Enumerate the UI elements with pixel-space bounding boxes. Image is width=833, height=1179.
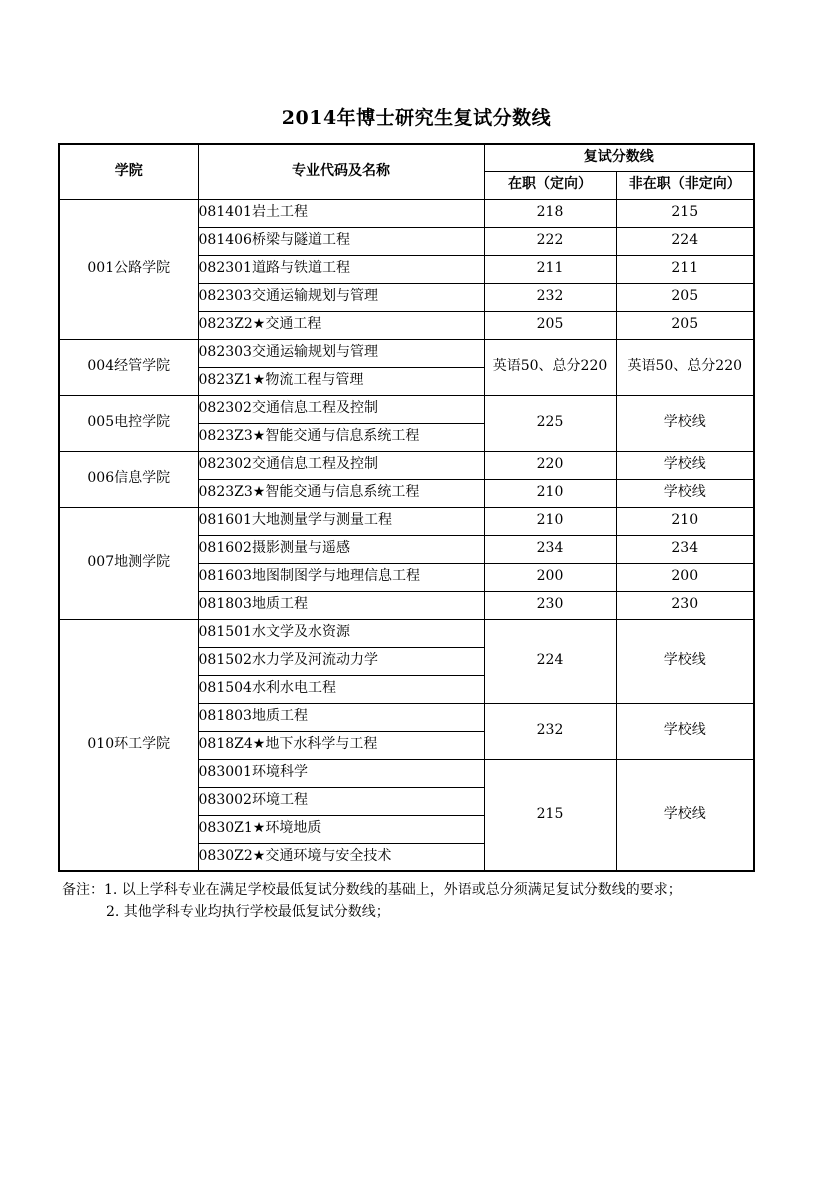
- table-row: [59, 199, 754, 227]
- major-cell: 082302交通信息工程及控制: [198, 451, 484, 479]
- onjob-score: 224: [484, 619, 616, 703]
- onjob-score: 222: [484, 227, 616, 255]
- onjob-score: 234: [484, 535, 616, 563]
- offjob-score: 学校线: [616, 703, 754, 759]
- offjob-score: 224: [616, 227, 754, 255]
- note-2: 2. 其他学科专业均执行学校最低复试分数线；: [106, 904, 390, 920]
- header-offjob: 非在职（非定向）: [616, 171, 754, 199]
- header-major: 专业代码及名称: [198, 144, 484, 199]
- onjob-score: 218: [484, 199, 616, 227]
- onjob-score: 230: [484, 591, 616, 619]
- onjob-score: 205: [484, 311, 616, 339]
- onjob-score: 210: [484, 507, 616, 535]
- major-cell: 0823Z3★智能交通与信息系统工程: [198, 479, 484, 507]
- major-cell: 081501水文学及水资源: [198, 619, 484, 647]
- offjob-score: 学校线: [616, 619, 754, 703]
- college-cell: 004经管学院: [59, 339, 198, 395]
- offjob-score: 200: [616, 563, 754, 591]
- table-row: [59, 619, 754, 647]
- major-cell: 0818Z4★地下水科学与工程: [198, 731, 484, 759]
- major-cell: 081504水利水电工程: [198, 675, 484, 703]
- header-college: 学院: [59, 144, 198, 199]
- score-table: [58, 143, 755, 872]
- offjob-score: 学校线: [616, 479, 754, 507]
- offjob-score: 210: [616, 507, 754, 535]
- major-cell: 083002环境工程: [198, 787, 484, 815]
- college-cell: 006信息学院: [59, 451, 198, 507]
- notes: [62, 879, 682, 923]
- major-cell: 081601大地测量学与测量工程: [198, 507, 484, 535]
- major-cell: 0823Z1★物流工程与管理: [198, 367, 484, 395]
- offjob-score: 215: [616, 199, 754, 227]
- onjob-score: 211: [484, 255, 616, 283]
- major-cell: 082301道路与铁道工程: [198, 255, 484, 283]
- major-cell: 082303交通运输规划与管理: [198, 283, 484, 311]
- onjob-score: 200: [484, 563, 616, 591]
- major-cell: 081406桥梁与隧道工程: [198, 227, 484, 255]
- major-cell: 083001环境科学: [198, 759, 484, 787]
- table-row: [59, 395, 754, 423]
- major-cell: 081803地质工程: [198, 591, 484, 619]
- note-1: 备注：1. 以上学科专业在满足学校最低复试分数线的基础上，外语或总分须满足复试分数线的要求；: [62, 882, 682, 898]
- major-cell: 081401岩土工程: [198, 199, 484, 227]
- offjob-score: 英语50、总分220: [616, 339, 754, 395]
- page-title: 2014年博士研究生复试分数线: [281, 107, 552, 129]
- college-cell: 007地测学院: [59, 507, 198, 619]
- onjob-score: 英语50、总分220: [484, 339, 616, 395]
- onjob-score: 232: [484, 283, 616, 311]
- header-onjob: 在职（定向）: [484, 171, 616, 199]
- onjob-score: 225: [484, 395, 616, 451]
- college-cell: 001公路学院: [59, 199, 198, 339]
- onjob-score: 210: [484, 479, 616, 507]
- major-cell: 082303交通运输规划与管理: [198, 339, 484, 367]
- major-cell: 0823Z3★智能交通与信息系统工程: [198, 423, 484, 451]
- onjob-score: 215: [484, 759, 616, 871]
- major-cell: 0823Z2★交通工程: [198, 311, 484, 339]
- major-cell: 081602摄影测量与遥感: [198, 535, 484, 563]
- major-cell: 0830Z2★交通环境与安全技术: [198, 843, 484, 871]
- offjob-score: 230: [616, 591, 754, 619]
- table-row: [59, 339, 754, 367]
- offjob-score: 学校线: [616, 759, 754, 871]
- offjob-score: 234: [616, 535, 754, 563]
- major-cell: 0830Z1★环境地质: [198, 815, 484, 843]
- major-cell: 081603地图制图学与地理信息工程: [198, 563, 484, 591]
- offjob-score: 205: [616, 311, 754, 339]
- college-cell: 005电控学院: [59, 395, 198, 451]
- onjob-score: 232: [484, 703, 616, 759]
- major-cell: 082302交通信息工程及控制: [198, 395, 484, 423]
- offjob-score: 学校线: [616, 395, 754, 451]
- header-score-group: 复试分数线: [484, 144, 754, 171]
- college-cell: 010环工学院: [59, 619, 198, 871]
- table-row: [59, 451, 754, 479]
- major-cell: 081803地质工程: [198, 703, 484, 731]
- major-cell: 081502水力学及河流动力学: [198, 647, 484, 675]
- offjob-score: 205: [616, 283, 754, 311]
- offjob-score: 211: [616, 255, 754, 283]
- offjob-score: 学校线: [616, 451, 754, 479]
- table-row: [59, 507, 754, 535]
- onjob-score: 220: [484, 451, 616, 479]
